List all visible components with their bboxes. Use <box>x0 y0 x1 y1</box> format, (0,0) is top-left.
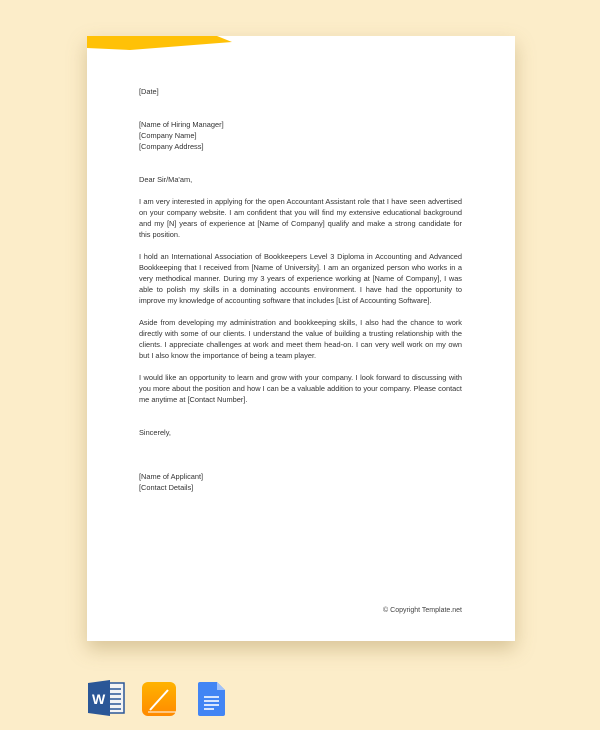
paragraph: Aside from developing my administration and bookkeeping skills, I also had the chance to work directly with some of our clients. I understand the value of building a trusting relationship with the clients. I appreciate challenges at work and meet them head-on. I can very well work on my own but I also know the importance of being a team player. <box>139 318 462 360</box>
signature-name: [Name of Applicant] <box>139 472 204 481</box>
word-icon[interactable] <box>88 680 125 716</box>
recipient-name: [Name of Hiring Manager] <box>139 120 224 129</box>
yellow-ribbon <box>87 36 232 50</box>
letter-page <box>87 36 515 641</box>
salutation: Dear Sir/Ma'am, <box>139 175 193 184</box>
paragraph: I hold an International Association of Bookkeepers Level 3 Diploma in Accounting and Advanced Bookkeeping that I received from [Name of University]. I am an organized person who works in a very methodical manner. During my 3 years of experience working at [Name of Company], I was able to polish my skills in a dominating accounts environment. I have had the opportunity to improve my knowledge of accounting software that includes [List of Accounting Software]. <box>139 252 462 305</box>
format-icons <box>0 680 600 720</box>
recipient-address: [Company Address] <box>139 142 204 151</box>
paragraph: I am very interested in applying for the open Accountant Assistant role that I have seen advertised on your company website. I am confident that you will find my extensive educational background and my [N] years of experience at [Name of Company] qualify and make a strong candidate for this position. <box>139 197 462 239</box>
signature-contact: [Contact Details] <box>139 483 194 492</box>
paragraph: I would like an opportunity to learn and grow with your company. I look forward to discussing with you more about the position and how I can be a valuable addition to your company. Please contact me anytime at [Contact Number]. <box>139 373 462 404</box>
copyright: © Copyright Template.net <box>383 607 462 614</box>
date: [Date] <box>139 87 159 96</box>
recipient-company: [Company Name] <box>139 131 197 140</box>
letter-body <box>139 86 462 493</box>
svg-text:W: W <box>92 691 106 707</box>
google-docs-icon[interactable] <box>198 680 226 716</box>
pages-icon[interactable] <box>142 680 177 716</box>
closing: Sincerely, <box>139 428 171 437</box>
